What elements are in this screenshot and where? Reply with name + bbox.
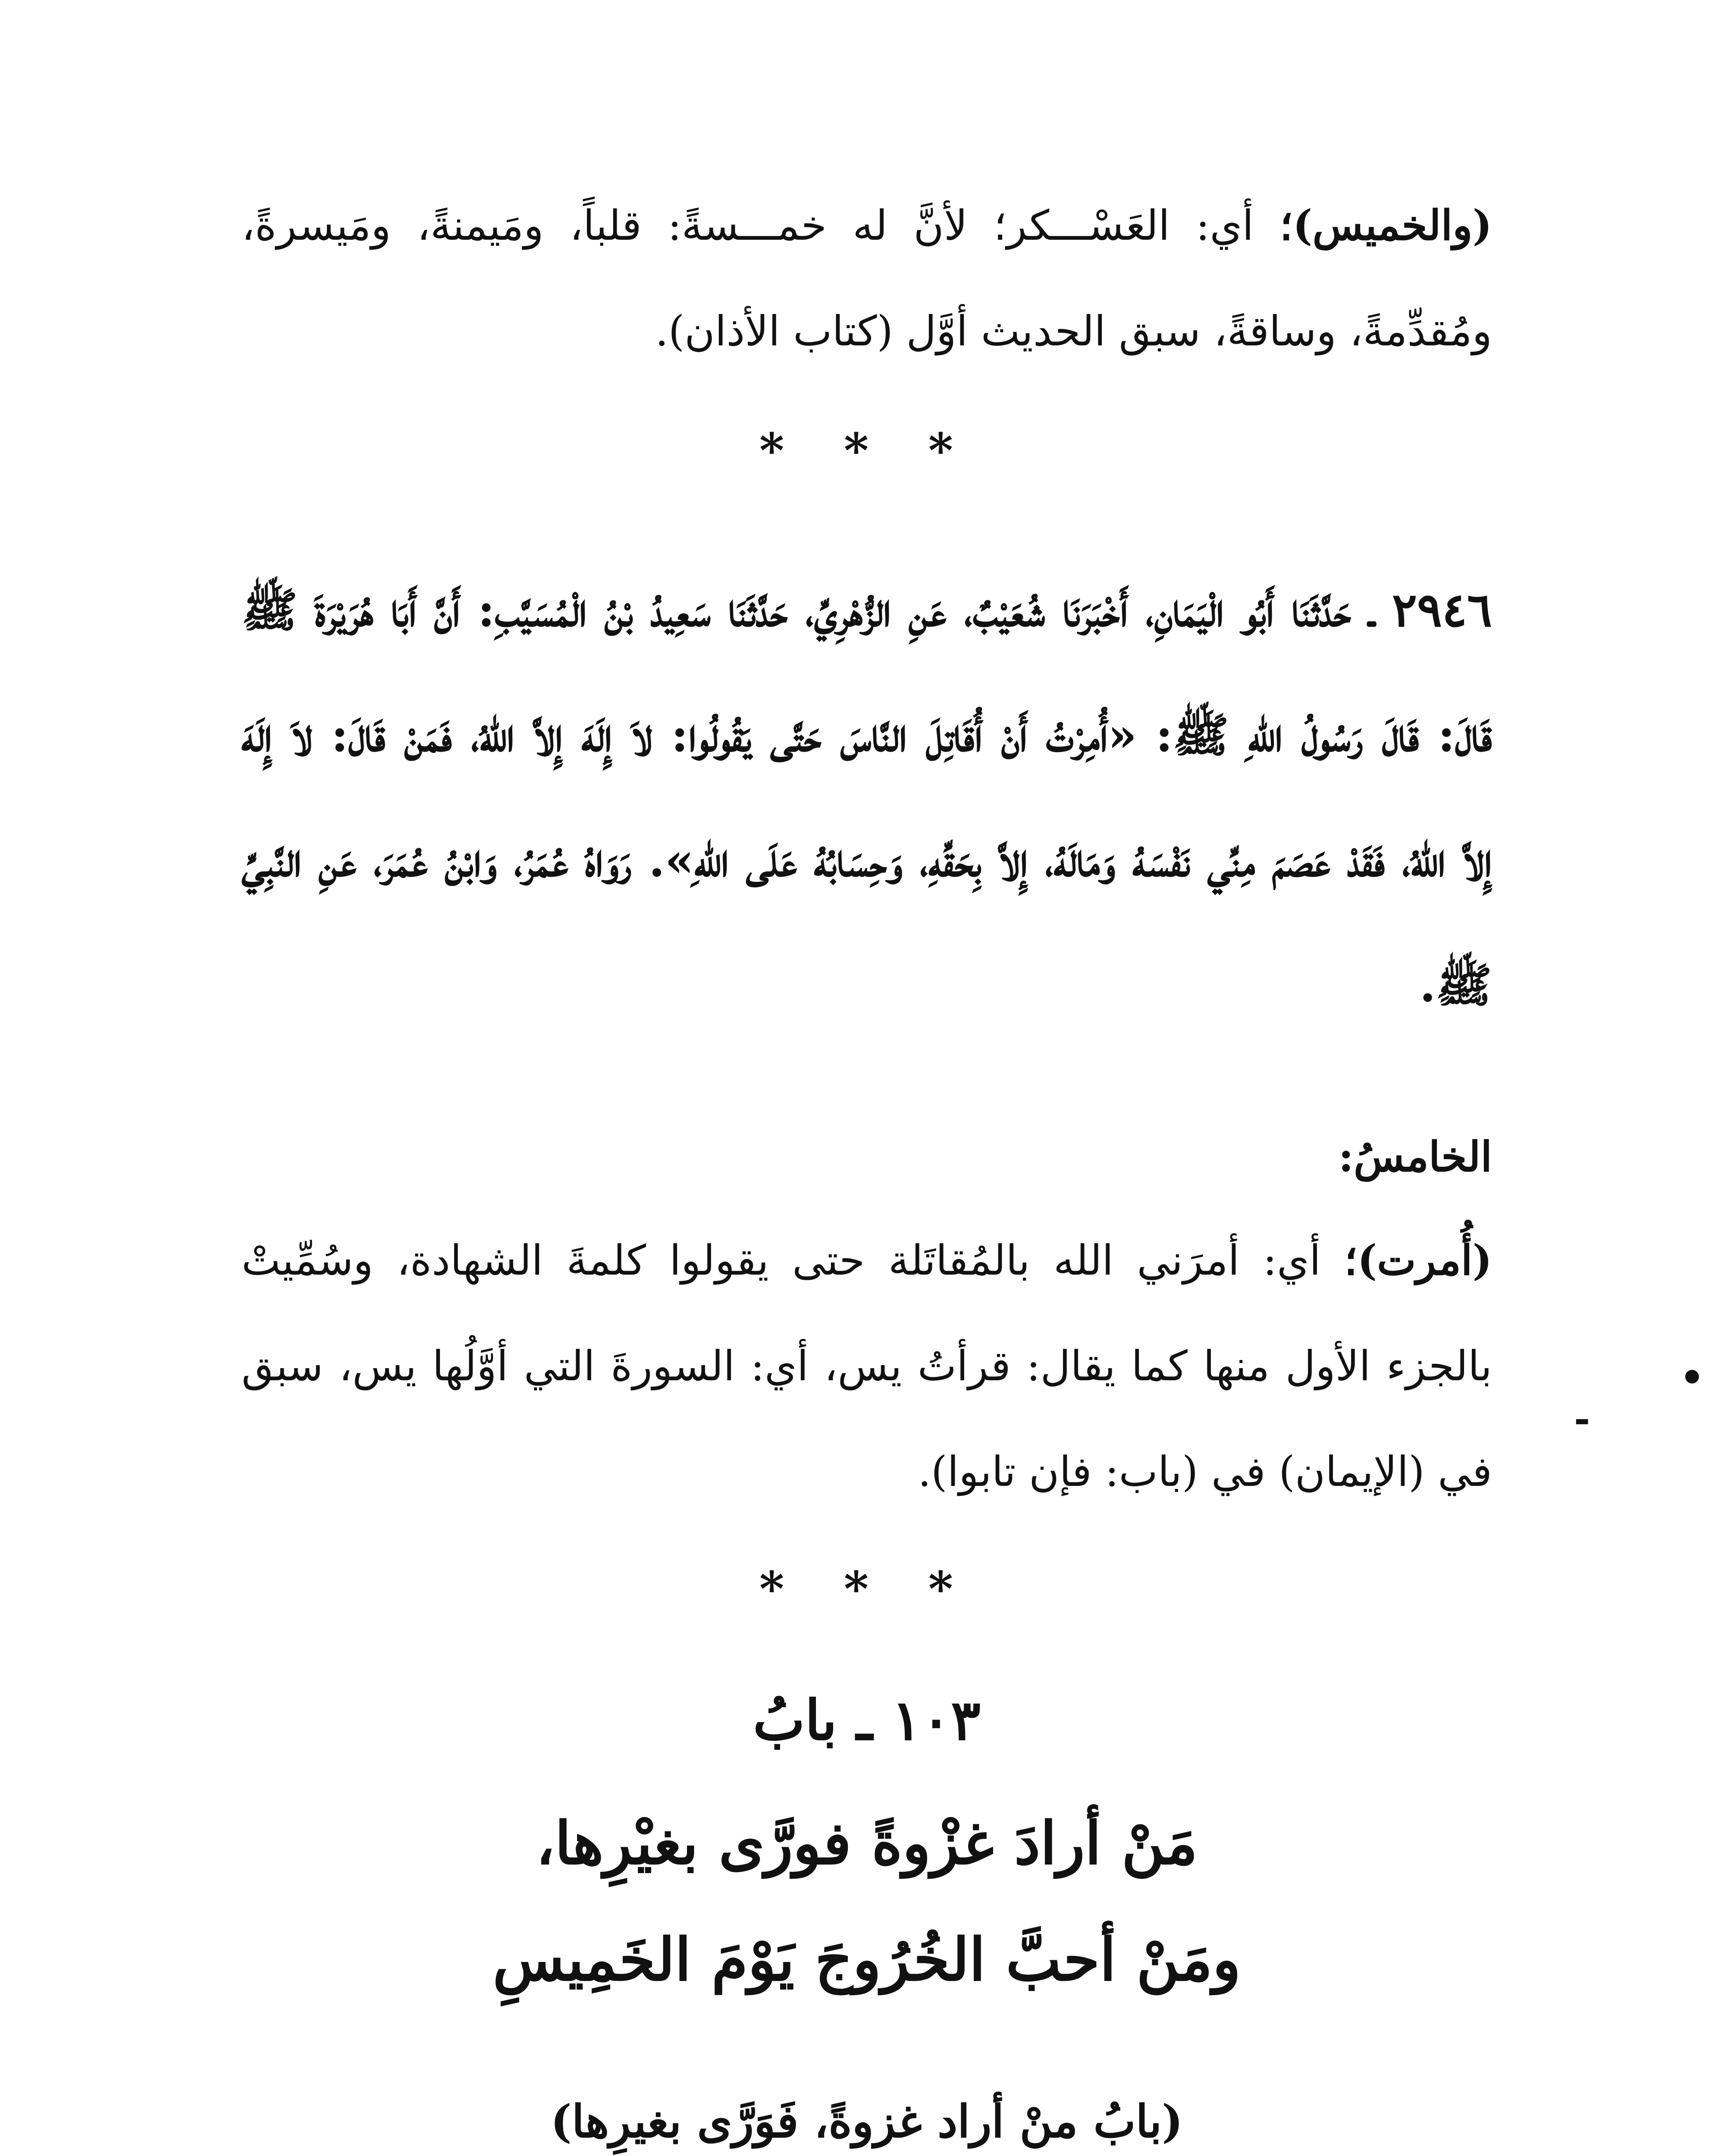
commentary-umirtu-paragraph [241,1207,1492,1525]
section-separator: * * * [759,1561,975,1617]
fifth-heading: الخامسُ: [1338,1132,1492,1181]
commentary-khamis-text: أي: العَسْـــكر؛ لأنَّ له خمـــسةً: قلباً، ومَيمنةً، ومَيسرةً، ومُقدِّمةً، وساقةً، سبق الحديث أوَّل (كتاب الأذان). [241,201,1492,355]
commentary-umirtu-text: أي: أمرَني الله بالمُقاتَلة حتى يقولوا كلمةَ الشهادة، وسُمِّيتْ بالجزء الأول منها كما يقال: قرأتُ يس، أي: السورةَ التي أوَّلُها يس، سبق في (الإيمان) في (باب: فإن تابوا). [241,1236,1492,1496]
section-separator: * * * [759,423,975,478]
commentary-khamis [241,172,1492,384]
hadith-text: ٢٩٤٦ ـ حَدَّثَنَا أَبُو الْيَمَانِ، أَخْبَرَنَا شُعَيْبٌ، عَنِ الزُّهْرِيِّ، حَدَّثَنَا سَعِيدُ بْنُ الْمُسَيَّبِ: أَنَّ أَبَا هُرَيْرَةَ ﷺ قَالَ: قَالَ رَسُولُ اللهِ ﷺ: «أُمِرْتُ أَنْ أُقَاتِلَ النَّاسَ حَتَّى يَقُولُوا: لاَ إِلَهَ إِلاَّ اللهُ، فَمَنْ قَالَ: لاَ إِلَهَ إِلاَّ اللهُ، فَقَدْ عَصَمَ مِنِّي نَفْسَهُ وَمَالَهُ، إِلاَّ بِحَقِّهِ، وَحِسَابُهُ عَلَى اللهِ». رَوَاهُ عُمَرُ، وَابْنُ عُمَرَ، عَنِ النَّبِيِّ ﷺ. [241,583,1492,1012]
commentary-umirtu-lead: (أُمرت)؛ [1344,1236,1493,1285]
margin-dot-mark: • [1680,1355,1705,1401]
commentary-khamis-paragraph [241,172,1492,384]
fifth-heading-block [241,1104,1492,1210]
chapter-title-line-2: ومَنْ أحبَّ الخُرُوجَ يَوْمَ الخَمِيسِ [492,1925,1241,1994]
commentary-bab-lead: (بابُ منْ أراد غزوةً، فَوَرَّى بغيرِها) [550,2095,1183,2148]
hadith-block [241,548,1492,1048]
chapter-number: ١٠٣ ـ بابُ [753,1688,981,1753]
commentary-khamis-lead: (والخميس)؛ [1279,201,1492,250]
chapter-title-line-1: مَنْ أرادَ غزْوةً فورَّى بغيْرِها، [536,1809,1198,1878]
commentary-umirtu [241,1207,1492,1525]
margin-dash-mark: - [1574,1396,1590,1442]
